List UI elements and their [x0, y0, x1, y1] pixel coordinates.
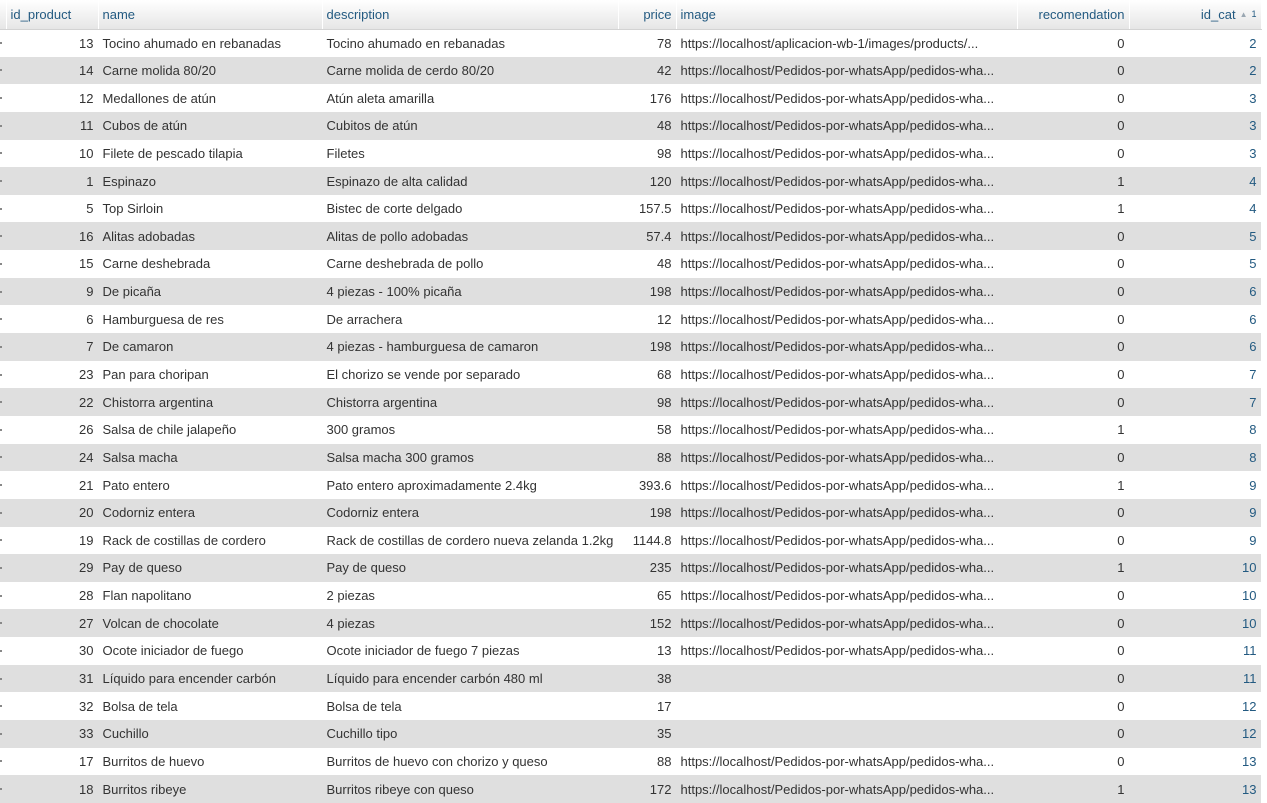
cell-price[interactable]: 98 — [618, 140, 676, 168]
cell-name[interactable]: Carne deshebrada — [98, 250, 322, 278]
cell-id-product[interactable]: 31 — [6, 665, 98, 693]
header-row — [0, 0, 1261, 29]
cell-description[interactable]: Carne deshebrada de pollo — [322, 250, 618, 278]
cell-description[interactable]: Salsa macha 300 gramos — [322, 444, 618, 472]
cell-name[interactable]: Filete de pescado tilapia — [98, 140, 322, 168]
row-edge-marker — [0, 361, 6, 389]
cell-name[interactable]: Ocote iniciador de fuego — [98, 637, 322, 665]
cell-id-cat[interactable]: 13 — [1129, 775, 1261, 803]
cell-image[interactable]: https://localhost/Pedidos-por-whatsApp/pedidos-wha... — [676, 775, 1017, 803]
row-edge-marker — [0, 388, 6, 416]
cell-price[interactable]: 393.6 — [618, 471, 676, 499]
cell-name[interactable]: Cuchillo — [98, 720, 322, 748]
cell-id-cat[interactable]: 6 — [1129, 333, 1261, 361]
cell-id-product[interactable]: 21 — [6, 471, 98, 499]
cell-image[interactable]: https://localhost/Pedidos-por-whatsApp/pedidos-wha... — [676, 361, 1017, 389]
cell-price[interactable]: 198 — [618, 278, 676, 306]
cell-image[interactable]: https://localhost/Pedidos-por-whatsApp/pedidos-wha... — [676, 333, 1017, 361]
cell-price[interactable]: 78 — [618, 29, 676, 57]
cell-description[interactable]: 4 piezas — [322, 609, 618, 637]
table-row[interactable] — [0, 112, 1261, 140]
cell-price[interactable]: 12 — [618, 305, 676, 333]
cell-price[interactable]: 17 — [618, 692, 676, 720]
cell-image[interactable]: https://localhost/Pedidos-por-whatsApp/pedidos-wha... — [676, 527, 1017, 555]
cell-recomendation[interactable]: 0 — [1017, 499, 1129, 527]
cell-image[interactable]: https://localhost/Pedidos-por-whatsApp/pedidos-wha... — [676, 471, 1017, 499]
table-row[interactable] — [0, 637, 1261, 665]
table-row[interactable] — [0, 444, 1261, 472]
row-edge-marker — [0, 582, 6, 610]
cell-recomendation[interactable]: 1 — [1017, 416, 1129, 444]
column-header-id-product-label[interactable]: id_product — [10, 6, 72, 22]
cell-name[interactable]: Chistorra argentina — [98, 388, 322, 416]
cell-price[interactable]: 1144.8 — [618, 527, 676, 555]
cell-image[interactable]: https://localhost/Pedidos-por-whatsApp/pedidos-wha... — [676, 112, 1017, 140]
cell-id-cat[interactable]: 3 — [1129, 112, 1261, 140]
cell-recomendation[interactable]: 0 — [1017, 305, 1129, 333]
cell-id-product[interactable]: 11 — [6, 112, 98, 140]
row-edge-marker — [0, 112, 6, 140]
cell-price[interactable]: 68 — [618, 361, 676, 389]
cell-price[interactable]: 176 — [618, 84, 676, 112]
table-row[interactable] — [0, 775, 1261, 803]
table-row[interactable] — [0, 57, 1261, 85]
cell-image[interactable] — [676, 665, 1017, 693]
table-row[interactable] — [0, 582, 1261, 610]
cell-id-cat[interactable]: 2 — [1129, 57, 1261, 85]
column-header-id-cat[interactable] — [1129, 0, 1261, 29]
table-row[interactable] — [0, 305, 1261, 333]
row-edge-marker — [0, 278, 6, 306]
cell-recomendation[interactable]: 0 — [1017, 333, 1129, 361]
cell-recomendation[interactable]: 0 — [1017, 361, 1129, 389]
cell-id-cat[interactable]: 7 — [1129, 361, 1261, 389]
cell-recomendation[interactable]: 0 — [1017, 582, 1129, 610]
row-edge-marker — [0, 637, 6, 665]
cell-description[interactable]: Cubitos de atún — [322, 112, 618, 140]
table-row[interactable] — [0, 471, 1261, 499]
cell-description[interactable]: Burritos ribeye con queso — [322, 775, 618, 803]
cell-description[interactable]: Ocote iniciador de fuego 7 piezas — [322, 637, 618, 665]
cell-id-product[interactable]: 27 — [6, 609, 98, 637]
cell-id-product[interactable]: 14 — [6, 57, 98, 85]
cell-id-cat[interactable]: 4 — [1129, 167, 1261, 195]
column-header-image-label[interactable]: image — [680, 6, 716, 22]
row-edge-marker — [0, 554, 6, 582]
cell-name[interactable]: Codorniz entera — [98, 499, 322, 527]
cell-price[interactable]: 235 — [618, 554, 676, 582]
cell-price[interactable]: 38 — [618, 665, 676, 693]
column-header-id-cat-label[interactable]: id_cat — [1200, 6, 1236, 22]
cell-name[interactable]: Carne molida 80/20 — [98, 57, 322, 85]
row-edge-marker — [0, 665, 6, 693]
cell-recomendation[interactable]: 0 — [1017, 527, 1129, 555]
row-edge-marker — [0, 471, 6, 499]
cell-image[interactable]: https://localhost/Pedidos-por-whatsApp/pedidos-wha... — [676, 84, 1017, 112]
cell-id-cat[interactable]: 3 — [1129, 140, 1261, 168]
column-header-image[interactable] — [676, 0, 1017, 29]
table-row[interactable] — [0, 29, 1261, 57]
cell-id-cat[interactable]: 2 — [1129, 29, 1261, 57]
cell-id-product[interactable]: 16 — [6, 222, 98, 250]
cell-name[interactable]: Volcan de chocolate — [98, 609, 322, 637]
cell-name[interactable]: Pay de queso — [98, 554, 322, 582]
table-row[interactable] — [0, 195, 1261, 223]
table-row[interactable] — [0, 278, 1261, 306]
cell-price[interactable]: 98 — [618, 388, 676, 416]
cell-price[interactable]: 42 — [618, 57, 676, 85]
table-row[interactable] — [0, 416, 1261, 444]
cell-recomendation[interactable]: 0 — [1017, 140, 1129, 168]
cell-id-product[interactable]: 24 — [6, 444, 98, 472]
cell-name[interactable]: Medallones de atún — [98, 84, 322, 112]
cell-id-cat[interactable]: 6 — [1129, 278, 1261, 306]
cell-id-cat[interactable]: 4 — [1129, 195, 1261, 223]
cell-id-product[interactable]: 12 — [6, 84, 98, 112]
table-row[interactable] — [0, 609, 1261, 637]
cell-image[interactable]: https://localhost/Pedidos-por-whatsApp/pedidos-wha... — [676, 637, 1017, 665]
cell-id-product[interactable]: 10 — [6, 140, 98, 168]
cell-description[interactable]: Bistec de corte delgado — [322, 195, 618, 223]
table-row[interactable] — [0, 250, 1261, 278]
table-row[interactable] — [0, 527, 1261, 555]
cell-description[interactable]: Rack de costillas de cordero nueva zelanda 1.2kg — [322, 527, 618, 555]
cell-recomendation[interactable]: 0 — [1017, 720, 1129, 748]
cell-image[interactable]: https://localhost/Pedidos-por-whatsApp/pedidos-wha... — [676, 554, 1017, 582]
cell-id-cat[interactable]: 3 — [1129, 84, 1261, 112]
cell-image[interactable]: https://localhost/Pedidos-por-whatsApp/pedidos-wha... — [676, 222, 1017, 250]
cell-name[interactable]: Rack de costillas de cordero — [98, 527, 322, 555]
cell-description[interactable]: Alitas de pollo adobadas — [322, 222, 618, 250]
cell-price[interactable]: 152 — [618, 609, 676, 637]
cell-price[interactable]: 172 — [618, 775, 676, 803]
cell-image[interactable]: https://localhost/Pedidos-por-whatsApp/pedidos-wha... — [676, 388, 1017, 416]
cell-recomendation[interactable]: 0 — [1017, 57, 1129, 85]
cell-id-cat[interactable]: 12 — [1129, 692, 1261, 720]
cell-image[interactable]: https://localhost/Pedidos-por-whatsApp/pedidos-wha... — [676, 195, 1017, 223]
cell-name[interactable]: Pan para choripan — [98, 361, 322, 389]
cell-name[interactable]: Burritos de huevo — [98, 748, 322, 776]
cell-id-product[interactable]: 23 — [6, 361, 98, 389]
cell-id-cat[interactable]: 11 — [1129, 637, 1261, 665]
cell-description[interactable]: Burritos de huevo con chorizo y queso — [322, 748, 618, 776]
cell-id-product[interactable]: 29 — [6, 554, 98, 582]
cell-recomendation[interactable]: 0 — [1017, 222, 1129, 250]
cell-recomendation[interactable]: 0 — [1017, 84, 1129, 112]
cell-image[interactable]: https://localhost/Pedidos-por-whatsApp/pedidos-wha... — [676, 499, 1017, 527]
cell-recomendation[interactable]: 0 — [1017, 250, 1129, 278]
cell-id-product[interactable]: 17 — [6, 748, 98, 776]
row-edge-marker — [0, 416, 6, 444]
row-edge-marker — [0, 444, 6, 472]
cell-id-cat[interactable]: 9 — [1129, 499, 1261, 527]
cell-id-product[interactable]: 30 — [6, 637, 98, 665]
cell-price[interactable]: 13 — [618, 637, 676, 665]
cell-description[interactable]: Líquido para encender carbón 480 ml — [322, 665, 618, 693]
row-edge-marker — [0, 195, 6, 223]
cell-image[interactable]: https://localhost/Pedidos-por-whatsApp/pedidos-wha... — [676, 305, 1017, 333]
cell-description[interactable]: Atún aleta amarilla — [322, 84, 618, 112]
cell-id-cat[interactable]: 9 — [1129, 471, 1261, 499]
cell-image[interactable] — [676, 692, 1017, 720]
table-row[interactable] — [0, 499, 1261, 527]
cell-name[interactable]: Cubos de atún — [98, 112, 322, 140]
cell-price[interactable]: 198 — [618, 499, 676, 527]
cell-image[interactable]: https://localhost/Pedidos-por-whatsApp/pedidos-wha... — [676, 582, 1017, 610]
row-edge-marker — [0, 57, 6, 85]
table-row[interactable] — [0, 167, 1261, 195]
row-edge-marker — [0, 305, 6, 333]
cell-id-product[interactable]: 32 — [6, 692, 98, 720]
row-edge-marker — [0, 720, 6, 748]
table-row[interactable] — [0, 554, 1261, 582]
cell-recomendation[interactable]: 0 — [1017, 692, 1129, 720]
cell-recomendation[interactable]: 0 — [1017, 29, 1129, 57]
cell-description[interactable]: 4 piezas - 100% picaña — [322, 278, 618, 306]
cell-name[interactable]: De camaron — [98, 333, 322, 361]
cell-recomendation[interactable]: 0 — [1017, 444, 1129, 472]
cell-recomendation[interactable]: 1 — [1017, 167, 1129, 195]
cell-recomendation[interactable]: 1 — [1017, 554, 1129, 582]
column-header-name[interactable] — [98, 0, 322, 29]
cell-id-product[interactable]: 6 — [6, 305, 98, 333]
column-header-id-product[interactable] — [6, 0, 98, 29]
row-edge-marker — [0, 84, 6, 112]
row-edge-marker — [0, 527, 6, 555]
cell-id-product[interactable]: 22 — [6, 388, 98, 416]
cell-image[interactable]: https://localhost/Pedidos-por-whatsApp/pedidos-wha... — [676, 140, 1017, 168]
cell-image[interactable]: https://localhost/Pedidos-por-whatsApp/pedidos-wha... — [676, 416, 1017, 444]
cell-image[interactable] — [676, 720, 1017, 748]
column-header-recomendation-label[interactable]: recomendation — [1038, 6, 1125, 22]
cell-image[interactable]: https://localhost/Pedidos-por-whatsApp/pedidos-wha... — [676, 250, 1017, 278]
cell-id-cat[interactable]: 12 — [1129, 720, 1261, 748]
cell-id-cat[interactable]: 5 — [1129, 250, 1261, 278]
cell-description[interactable]: 300 gramos — [322, 416, 618, 444]
cell-price[interactable]: 48 — [618, 112, 676, 140]
column-header-price[interactable] — [618, 0, 676, 29]
cell-id-cat[interactable]: 10 — [1129, 582, 1261, 610]
cell-description[interactable]: Bolsa de tela — [322, 692, 618, 720]
cell-id-product[interactable]: 28 — [6, 582, 98, 610]
column-header-description-label[interactable]: description — [326, 6, 390, 22]
cell-description[interactable]: Codorniz entera — [322, 499, 618, 527]
cell-description[interactable]: Cuchillo tipo — [322, 720, 618, 748]
cell-recomendation[interactable]: 1 — [1017, 471, 1129, 499]
cell-price[interactable]: 48 — [618, 250, 676, 278]
cell-description[interactable]: Tocino ahumado en rebanadas — [322, 29, 618, 57]
cell-id-product[interactable]: 15 — [6, 250, 98, 278]
cell-recomendation[interactable]: 0 — [1017, 665, 1129, 693]
cell-name[interactable]: Hamburguesa de res — [98, 305, 322, 333]
cell-id-cat[interactable]: 5 — [1129, 222, 1261, 250]
row-edge-marker — [0, 775, 6, 803]
sort-ascending-icon[interactable]: ▲ — [1239, 9, 1248, 19]
cell-description[interactable]: De arrachera — [322, 305, 618, 333]
cell-name[interactable]: Bolsa de tela — [98, 692, 322, 720]
cell-image[interactable]: https://localhost/Pedidos-por-whatsApp/pedidos-wha... — [676, 278, 1017, 306]
cell-recomendation[interactable]: 1 — [1017, 195, 1129, 223]
cell-price[interactable]: 88 — [618, 748, 676, 776]
row-edge-marker — [0, 140, 6, 168]
cell-name[interactable]: Espinazo — [98, 167, 322, 195]
cell-description[interactable]: El chorizo se vende por separado — [322, 361, 618, 389]
column-header-id-cat-wrap[interactable] — [1201, 7, 1257, 22]
cell-id-product[interactable]: 26 — [6, 416, 98, 444]
cell-name[interactable]: Salsa macha — [98, 444, 322, 472]
table-row[interactable] — [0, 748, 1261, 776]
table-row[interactable] — [0, 665, 1261, 693]
cell-id-product[interactable]: 33 — [6, 720, 98, 748]
cell-id-cat[interactable]: 6 — [1129, 305, 1261, 333]
cell-id-product[interactable]: 1 — [6, 167, 98, 195]
cell-description[interactable]: Espinazo de alta calidad — [322, 167, 618, 195]
cell-description[interactable]: Chistorra argentina — [322, 388, 618, 416]
row-edge-marker — [0, 29, 6, 57]
cell-price[interactable]: 35 — [618, 720, 676, 748]
row-edge-marker — [0, 609, 6, 637]
row-edge-marker — [0, 333, 6, 361]
table-row[interactable] — [0, 720, 1261, 748]
cell-id-cat[interactable]: 11 — [1129, 665, 1261, 693]
row-edge-marker — [0, 748, 6, 776]
sort-order-number: 1 — [1251, 9, 1257, 20]
cell-name[interactable]: Líquido para encender carbón — [98, 665, 322, 693]
cell-image[interactable]: https://localhost/Pedidos-por-whatsApp/pedidos-wha... — [676, 57, 1017, 85]
table-row[interactable] — [0, 140, 1261, 168]
table-row[interactable] — [0, 333, 1261, 361]
row-edge-marker — [0, 250, 6, 278]
cell-name[interactable]: Flan napolitano — [98, 582, 322, 610]
row-edge-marker — [0, 692, 6, 720]
cell-description[interactable]: 2 piezas — [322, 582, 618, 610]
cell-recomendation[interactable]: 0 — [1017, 112, 1129, 140]
cell-id-cat[interactable]: 8 — [1129, 416, 1261, 444]
table-header — [0, 0, 1261, 29]
cell-name[interactable]: Top Sirloin — [98, 195, 322, 223]
row-edge-marker — [0, 167, 6, 195]
cell-name[interactable]: Salsa de chile jalapeño — [98, 416, 322, 444]
cell-id-product[interactable]: 18 — [6, 775, 98, 803]
cell-recomendation[interactable]: 0 — [1017, 388, 1129, 416]
table-row[interactable] — [0, 361, 1261, 389]
cell-recomendation[interactable]: 0 — [1017, 278, 1129, 306]
cell-image[interactable]: https://localhost/Pedidos-por-whatsApp/pedidos-wha... — [676, 609, 1017, 637]
table-row[interactable] — [0, 692, 1261, 720]
column-header-recomendation[interactable] — [1017, 0, 1129, 29]
table-row[interactable] — [0, 84, 1261, 112]
table-row[interactable] — [0, 222, 1261, 250]
row-edge-marker — [0, 499, 6, 527]
column-header-name-label[interactable]: name — [102, 6, 136, 22]
cell-image[interactable]: https://localhost/aplicacion-wb-1/images/products/... — [676, 29, 1017, 57]
cell-description[interactable]: 4 piezas - hamburguesa de camaron — [322, 333, 618, 361]
table-body — [0, 29, 1261, 803]
cell-recomendation[interactable]: 0 — [1017, 609, 1129, 637]
cell-name[interactable]: Burritos ribeye — [98, 775, 322, 803]
cell-id-product[interactable]: 7 — [6, 333, 98, 361]
cell-description[interactable]: Pay de queso — [322, 554, 618, 582]
column-header-description[interactable] — [322, 0, 618, 29]
cell-image[interactable]: https://localhost/Pedidos-por-whatsApp/pedidos-wha... — [676, 748, 1017, 776]
row-edge-marker — [0, 222, 6, 250]
cell-description[interactable]: Filetes — [322, 140, 618, 168]
cell-image[interactable]: https://localhost/Pedidos-por-whatsApp/pedidos-wha... — [676, 444, 1017, 472]
cell-name[interactable]: Tocino ahumado en rebanadas — [98, 29, 322, 57]
cell-id-product[interactable]: 13 — [6, 29, 98, 57]
table-row[interactable] — [0, 388, 1261, 416]
cell-image[interactable]: https://localhost/Pedidos-por-whatsApp/pedidos-wha... — [676, 167, 1017, 195]
cell-name[interactable]: Alitas adobadas — [98, 222, 322, 250]
cell-price[interactable]: 157.5 — [618, 195, 676, 223]
cell-id-cat[interactable]: 9 — [1129, 527, 1261, 555]
cell-name[interactable]: Pato entero — [98, 471, 322, 499]
cell-price[interactable]: 198 — [618, 333, 676, 361]
cell-id-product[interactable]: 9 — [6, 278, 98, 306]
cell-id-cat[interactable]: 13 — [1129, 748, 1261, 776]
cell-description[interactable]: Pato entero aproximadamente 2.4kg — [322, 471, 618, 499]
cell-recomendation[interactable]: 0 — [1017, 748, 1129, 776]
cell-id-product[interactable]: 5 — [6, 195, 98, 223]
cell-id-cat[interactable]: 7 — [1129, 388, 1261, 416]
cell-id-cat[interactable]: 10 — [1129, 609, 1261, 637]
cell-id-product[interactable]: 20 — [6, 499, 98, 527]
cell-price[interactable]: 120 — [618, 167, 676, 195]
cell-price[interactable]: 58 — [618, 416, 676, 444]
cell-price[interactable]: 65 — [618, 582, 676, 610]
cell-recomendation[interactable]: 0 — [1017, 637, 1129, 665]
cell-id-cat[interactable]: 10 — [1129, 554, 1261, 582]
cell-description[interactable]: Carne molida de cerdo 80/20 — [322, 57, 618, 85]
cell-recomendation[interactable]: 1 — [1017, 775, 1129, 803]
cell-id-product[interactable]: 19 — [6, 527, 98, 555]
column-header-price-label[interactable]: price — [643, 6, 672, 22]
cell-name[interactable]: De picaña — [98, 278, 322, 306]
cell-price[interactable]: 88 — [618, 444, 676, 472]
cell-price[interactable]: 57.4 — [618, 222, 676, 250]
cell-id-cat[interactable]: 8 — [1129, 444, 1261, 472]
